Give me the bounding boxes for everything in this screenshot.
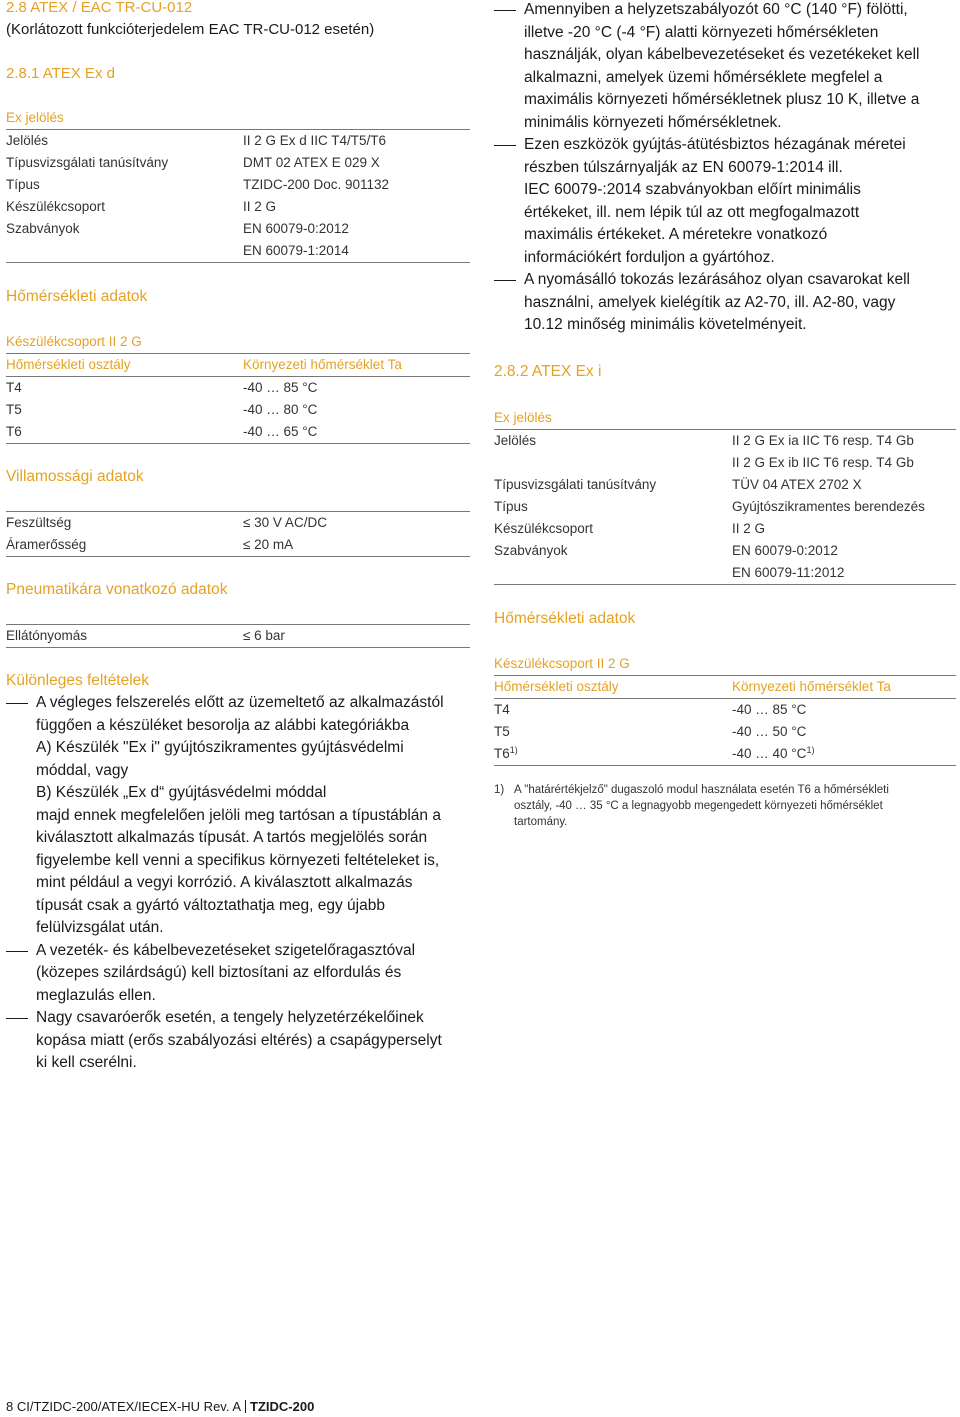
row-value: II 2 G Ex ib IIC T6 resp. T4 Gb (732, 454, 914, 470)
t6-value: -40 … 40 °C (732, 745, 807, 761)
right-column (494, 0, 956, 830)
t6-sup: 1) (509, 744, 518, 755)
text-line: A) Készülék "Ex i" gyújtószikramentes gyújtásvédelmi (36, 739, 404, 756)
text-line: Ezen eszközök gyújtás-átütésbiztos hézagának méretei (524, 136, 906, 153)
row-label: Feszültség (6, 515, 72, 530)
text-line: A végleges felszerelés előtt az üzemeltető az alkalmazástól (36, 694, 444, 711)
row-value: EN 60079-1:2014 (243, 243, 349, 258)
dash-icon (6, 940, 36, 1008)
special-bullet-2 (6, 940, 470, 1008)
row-value: II 2 G (243, 199, 277, 214)
text-line: (közepes szilárdságú) kell biztosítani az elfordulás és (36, 964, 402, 981)
row-label: T4 (6, 380, 22, 395)
row-label: Típus (6, 177, 40, 192)
row-label: Ellátónyomás (6, 628, 88, 643)
table-row (6, 174, 470, 196)
dash-icon (6, 692, 36, 940)
row-label (494, 452, 732, 474)
temp-heading-282: Hőmérsékleti adatok (494, 609, 636, 627)
row-value: -40 … 65 °C (243, 424, 318, 439)
text-line: információkért forduljon a gyártóhoz. (524, 248, 775, 266)
row-value: ≤ 20 mA (243, 537, 294, 552)
chapter-subtitle: (Korlátozott funkcióterjedelem EAC TR-CU-012 esetén) (6, 21, 375, 38)
text-line: alkalmazni, amelyek üzemi hőmérséklete megfelel a (524, 68, 883, 86)
row-value: II 2 G Ex d IIC T4/T5/T6 (243, 133, 387, 148)
footnote-number: 1) (494, 783, 505, 796)
row-value: -40 … 85 °C (243, 380, 318, 395)
text-line: B) Készülék „Ex d“ gyújtásvédelmi móddal (36, 784, 327, 801)
text-line: Nagy csavaróerők esetén, a tengely helyzetérzékelőinek (36, 1009, 424, 1026)
footer-divider (245, 1400, 246, 1413)
right-bullet-3 (494, 269, 956, 337)
temp-col1: Hőmérsékleti osztály (494, 678, 619, 694)
table-row (494, 540, 956, 562)
row-value: TÜV 04 ATEX 2702 X (732, 476, 862, 492)
dash-icon (494, 269, 524, 337)
text-line: függően a készüléket besorolja az alábbi kategóriákba (36, 716, 410, 734)
elec-table (6, 511, 470, 557)
table-row (494, 699, 956, 721)
row-value: EN 60079-0:2012 (243, 221, 349, 236)
table-row (494, 496, 956, 518)
special-bullet-1 (6, 692, 470, 940)
text-line: figyelembe kell venni a specifikus környezeti feltételeket is, (36, 851, 440, 869)
table-row (494, 721, 956, 743)
text-line: IEC 60079-:2014 szabványokban előírt minimális (524, 181, 861, 198)
ex-table-header: Ex jelölés (494, 407, 956, 430)
section-title-282: 2.8.2 ATEX Ex i (494, 362, 602, 380)
row-label: T4 (494, 701, 510, 717)
table-row (6, 624, 470, 648)
text-line: illetve -20 °C (-4 °F) alatti környezeti hőmérsékleten (524, 23, 879, 41)
row-label (494, 562, 732, 584)
row-label: Szabványok (494, 542, 568, 558)
row-label: Készülékcsoport (494, 520, 594, 536)
temp-table-281 (6, 331, 470, 444)
table-row (6, 240, 470, 263)
text-line: minimális környezeti hőmérsékletnek. (524, 113, 782, 131)
row-value: II 2 G Ex ia IIC T6 resp. T4 Gb (732, 432, 914, 448)
text-line: tartomány. (514, 815, 568, 828)
pneu-heading: Pneumatikára vonatkozó adatok (6, 581, 228, 598)
text-line: maximális környezeti hőmérsékletnek plusz 10 K, illetve a (524, 91, 920, 108)
text-line: móddal, vagy (36, 761, 129, 779)
dash-icon (494, 134, 524, 269)
temp-table-282 (494, 653, 956, 766)
row-label: Készülékcsoport (6, 199, 106, 214)
text-line: 10.12 minőség minimális követelményeit. (524, 316, 807, 333)
text-line: ki kell cserélni. (36, 1054, 137, 1071)
table-row (6, 534, 470, 557)
table-row (494, 452, 956, 474)
table-row (494, 474, 956, 496)
ex-table-281 (6, 107, 470, 263)
footer-page-ref: 8 CI/TZIDC-200/ATEX/IECEX-HU Rev. A (6, 1399, 242, 1414)
temp-group-header: Készülékcsoport II 2 G (6, 331, 470, 354)
text-line: majd ennek megfelelően jelöli meg tartósan a típustáblán a (36, 806, 441, 824)
row-label: Típusvizsgálati tanúsítvány (6, 155, 169, 170)
pneu-table (6, 624, 470, 648)
row-label: Típus (494, 498, 528, 514)
text-line: A vezeték- és kábelbevezetéseket szigetelőragasztóval (36, 941, 416, 959)
right-bullet-2 (494, 134, 956, 269)
row-value: Gyújtószikramentes berendezés (732, 498, 925, 514)
special-bullet-3 (6, 1007, 470, 1075)
row-value: -40 … 80 °C (243, 402, 318, 417)
text-line: felülvizsgálat után. (36, 919, 164, 936)
footer-product: TZIDC-200 (250, 1399, 315, 1414)
row-label: Jelölés (6, 133, 49, 148)
temp-group-header: Készülékcsoport II 2 G (494, 653, 956, 676)
row-label: T5 (6, 402, 22, 417)
text-line: osztály, -40 … 35 °C a legnagyobb megengedett környezeti hőmérséklet (514, 799, 883, 812)
right-bullet-1 (494, 0, 956, 134)
table-row (494, 430, 956, 452)
text-line: részben túlszárnyalják az EN 60079-1:2014 ill. (524, 158, 843, 176)
row-value: TZIDC-200 Doc. 901132 (243, 177, 390, 192)
row-label: Szabványok (6, 221, 80, 236)
row-value: -40 … 85 °C (732, 701, 807, 717)
ex-table-header: Ex jelölés (6, 107, 470, 130)
table-row (6, 377, 470, 399)
row-value: DMT 02 ATEX E 029 X (243, 155, 380, 170)
text-line: értékeket, ill. nem lépik túl az ott megfogalmazott (524, 203, 860, 221)
row-value: EN 60079-11:2012 (732, 564, 845, 580)
footnote (494, 782, 956, 830)
row-label: Áramerősség (6, 537, 87, 552)
row-label (6, 240, 243, 262)
temp-heading-281: Hőmérsékleti adatok (6, 288, 148, 305)
text-line: mint például a vegyi korrózió. A kiválasztott alkalmazás (36, 874, 413, 891)
row-label: T5 (494, 723, 510, 739)
text-line: maximális értékeket. A méretekre vonatkozó (524, 226, 828, 243)
elec-heading: Villamossági adatok (6, 468, 144, 485)
table-row (6, 218, 470, 240)
row-value: ≤ 30 V AC/DC (243, 515, 327, 530)
text-line: Amennyiben a helyzetszabályozót 60 °C (140 °F) fölötti, (524, 1, 908, 18)
section-title-281: 2.8.1 ATEX Ex d (6, 65, 115, 82)
table-row (6, 511, 470, 534)
temp-col-header (494, 676, 956, 699)
table-row (6, 399, 470, 421)
table-row (6, 130, 470, 152)
ex-table-282 (494, 407, 956, 585)
table-row (6, 196, 470, 218)
page-footer (6, 1398, 314, 1416)
text-line: típusát csak a gyártó változtathatja meg, egy újabb (36, 896, 385, 914)
temp-col2: Környezeti hőmérséklet Ta (732, 678, 891, 694)
row-label: Típusvizsgálati tanúsítvány (494, 476, 657, 492)
temp-col2: Környezeti hőmérséklet Ta (243, 357, 402, 372)
text-line: használni, amelyek kielégítik az A2-70, ill. A2-80, vagy (524, 293, 896, 311)
table-row (494, 518, 956, 540)
table-row (6, 152, 470, 174)
row-label: T6 (6, 424, 22, 439)
text-line: kopása miatt (erős szabályozási eltérés) a csapágyperselyt (36, 1031, 442, 1049)
t6-value-sup: 1) (806, 744, 815, 755)
text-line: A nyomásálló tokozás lezárásához olyan csavarokat kell (524, 271, 910, 288)
table-row (6, 421, 470, 444)
row-value: EN 60079-0:2012 (732, 542, 838, 558)
t6-label: T6 (494, 745, 510, 761)
text-line: A "határértékjelző" dugaszoló modul használata esetén T6 a hőmérsékleti (514, 783, 889, 796)
text-line: használják, olyan kábelbevezetéseket és vezetékeket kell (524, 46, 920, 63)
row-value: -40 … 50 °C (732, 723, 807, 739)
row-value: II 2 G (732, 520, 766, 536)
special-heading: Különleges feltételek (6, 672, 150, 689)
temp-col-header (6, 354, 470, 377)
text-line: kiválasztott alkalmazás típusát. A tartós megjelölés során (36, 829, 428, 846)
dash-icon (494, 0, 524, 134)
table-row (494, 562, 956, 585)
text-line: meglazulás ellen. (36, 986, 156, 1004)
temp-col1: Hőmérsékleti osztály (6, 357, 131, 372)
row-value: ≤ 6 bar (243, 628, 285, 643)
dash-icon (6, 1007, 36, 1075)
row-label: Jelölés (494, 432, 537, 448)
left-column (6, 0, 470, 1075)
chapter-title: 2.8 ATEX / EAC TR-CU-012 (6, 0, 193, 16)
table-row (494, 743, 956, 766)
